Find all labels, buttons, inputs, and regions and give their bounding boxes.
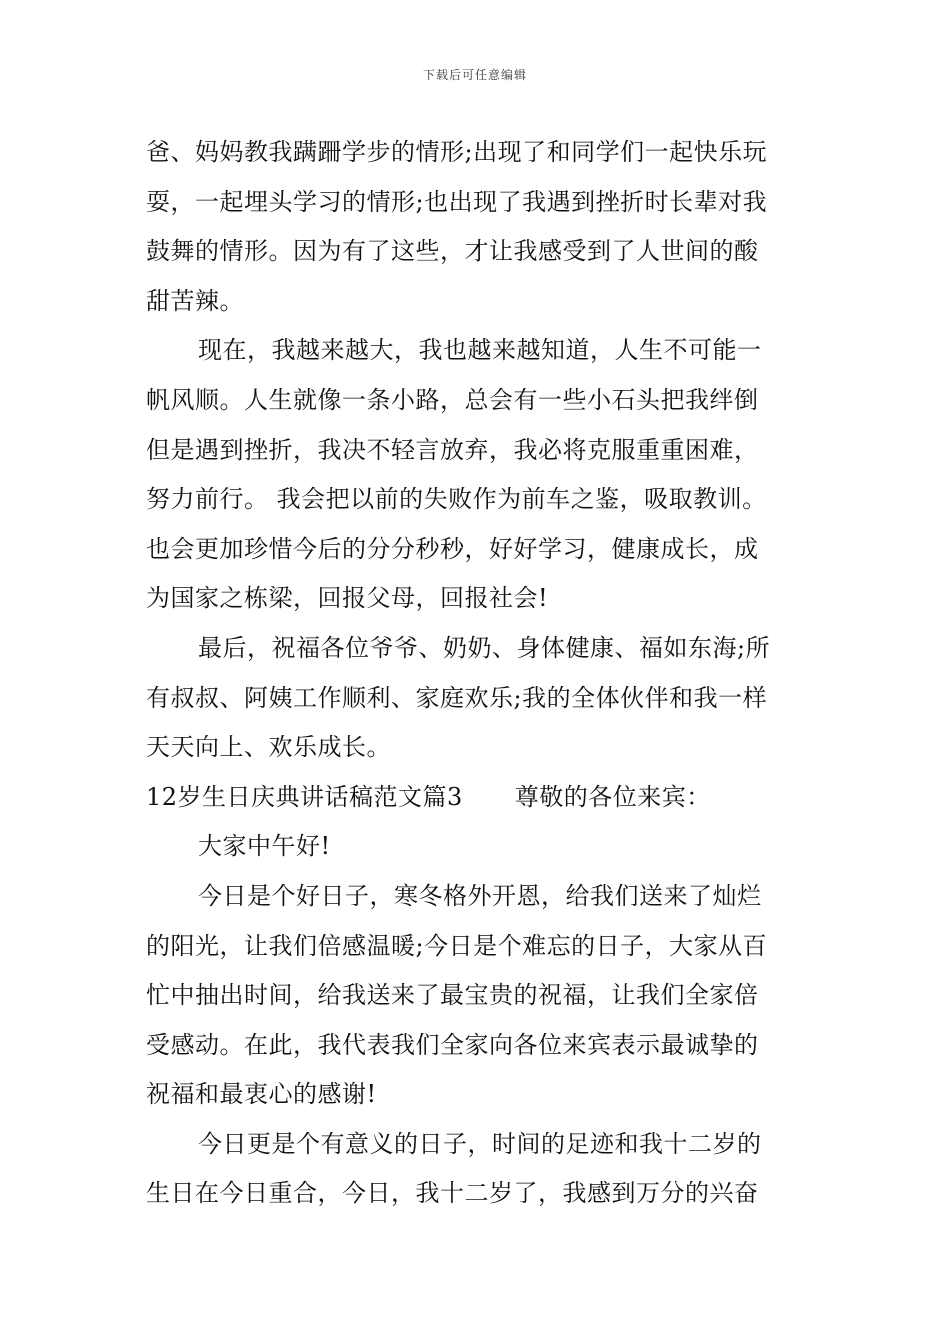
text-line: 受感动。在此，我代表我们全家向各位来宾表示最诚挚的 xyxy=(146,1030,759,1059)
text-line: 努力前行。 我会把以前的失败作为前车之鉴，吸取教训。 xyxy=(146,485,767,514)
text-line: 生日在今日重合，今日，我十二岁了，我感到万分的兴奋 xyxy=(146,1179,759,1208)
text-line: 但是遇到挫折，我决不轻言放弃，我必将克服重重困难， xyxy=(146,435,759,464)
text-line: 有叔叔、阿姨工作顺利、家庭欢乐;我的全体伙伴和我一样 xyxy=(146,683,768,712)
text-block-2 xyxy=(146,822,808,1219)
text-line: 也会更加珍惜今后的分分秒秒，好好学习，健康成长，成 xyxy=(146,534,759,563)
text-line: 今日是个好日子，寒冬格外开恩，给我们送来了灿烂 xyxy=(198,881,762,910)
text-line: 忙中抽出时间，给我送来了最宝贵的祝福，让我们全家倍 xyxy=(146,981,759,1010)
text-line: 祝福和最衷心的感谢! xyxy=(146,1080,377,1109)
text-block-1 xyxy=(146,128,808,773)
text-line: 现在，我越来越大，我也越来越知道，人生不可能一 xyxy=(198,336,762,365)
text-line: 爸、妈妈教我蹒跚学步的情形;出现了和同学们一起快乐玩 xyxy=(146,138,768,166)
text-line: 今日更是个有意义的日子，时间的足迹和我十二岁的 xyxy=(198,1129,762,1158)
text-line: 的阳光，让我们倍感温暖;今日是个难忘的日子，大家从百 xyxy=(146,931,768,960)
text-line: 最后，祝福各位爷爷、奶奶、身体健康、福如东海;所 xyxy=(198,633,771,662)
text-line: 天天向上、欢乐成长。 xyxy=(146,733,391,762)
text-line: 帆风顺。人生就像一条小路，总会有一些小石头把我绊倒 xyxy=(146,385,759,414)
text-line: 为国家之栋梁，回报父母，回报社会! xyxy=(146,584,549,613)
document-body xyxy=(146,128,808,1219)
section-title: 12岁生日庆典讲话稿范文篇3 xyxy=(146,782,463,811)
text-line: 甜苦辣。 xyxy=(146,286,244,315)
greeting-text: 尊敬的各位来宾： xyxy=(514,782,711,811)
text-line: 耍，一起埋头学习的情形;也出现了我遇到挫折时长辈对我 xyxy=(146,187,768,216)
text-line: 大家中午好! xyxy=(198,832,331,861)
header-note: 下载后可任意编辑 xyxy=(422,68,527,82)
text-line: 鼓舞的情形。因为有了这些，才让我感受到了人世间的酸 xyxy=(146,237,759,266)
section-heading xyxy=(146,773,808,823)
